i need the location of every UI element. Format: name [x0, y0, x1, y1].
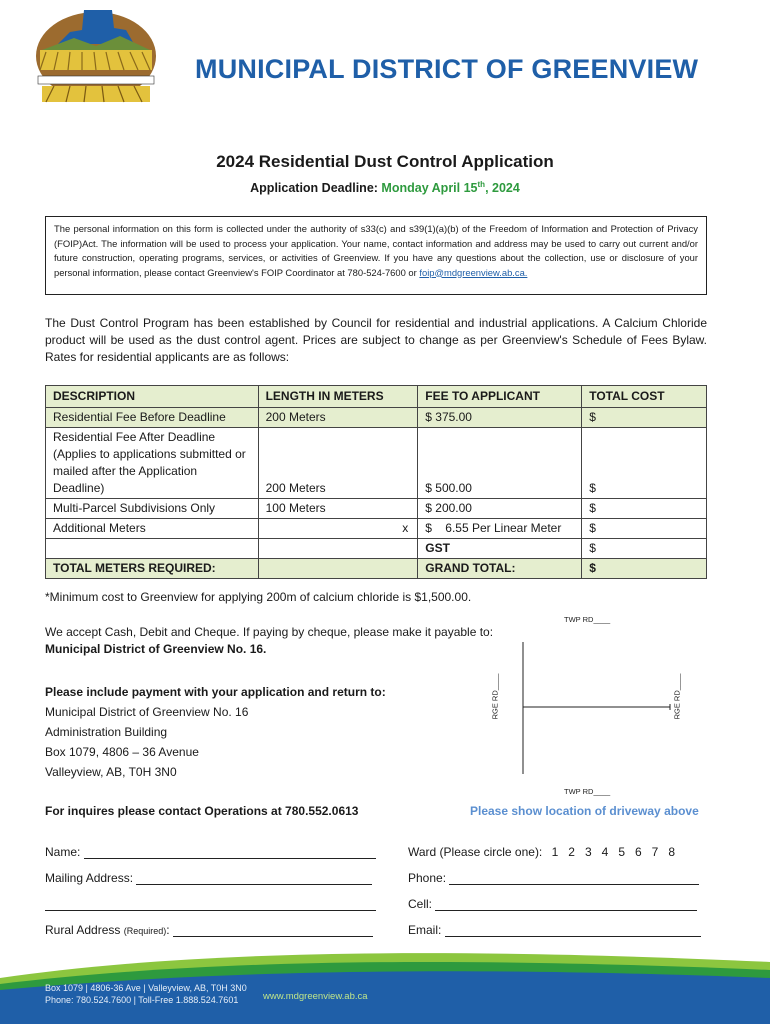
rural-address-field[interactable]	[45, 923, 373, 937]
name-label: Name:	[45, 845, 81, 859]
cell-input-line[interactable]	[435, 899, 697, 911]
gst-label: GST	[418, 539, 582, 559]
row-total-field[interactable]: $	[582, 408, 707, 428]
payment-info	[45, 624, 525, 658]
payment-methods: We accept Cash, Debit and Cheque. If paying by cheque, please make it payable to:	[45, 625, 494, 639]
total-meters-label: TOTAL METERS REQUIRED:	[46, 559, 259, 579]
privacy-text: The personal information on this form is collected under the authority of s33(c) and s39(1)(a)(b) of the Freedom of Information and Protection of Privacy (FOIP)Act. The information will be used to process your application. Your name, contact information and address may be used to carry out current and/or future construction, operating programs, services, or activities of Greenview. If you have any questions about the collection, use or disclosure of your personal information, please contact Greenview's FOIP Coordinator at 780-524-7600 or	[54, 223, 698, 278]
ward-field[interactable]	[408, 845, 675, 859]
program-intro: The Dust Control Program has been established by Council for residential and industrial applications. A Calcium Chloride product will be used as the dust control agent. Prices are subject to change as per Greenview's Schedule of Fees Bylaw. Rates for residential applicants are as follows:	[45, 316, 707, 364]
header-length: LENGTH IN METERS	[258, 386, 418, 408]
mailing-address-input-line[interactable]	[136, 873, 372, 885]
gst-total-field[interactable]: $	[582, 539, 707, 559]
address-line: Administration Building	[45, 725, 168, 739]
row-description: Residential Fee After Deadline (Applies to applications submitted or mailed after the Application Deadline)	[46, 428, 259, 499]
return-heading: Please include payment with your application and return to:	[45, 685, 386, 699]
return-address	[45, 682, 386, 782]
row-description: Residential Fee Before Deadline	[46, 408, 259, 428]
table-row	[46, 519, 707, 539]
row-fee: $ 500.00	[418, 428, 582, 499]
row-total-field[interactable]: $	[582, 499, 707, 519]
header-fee: FEE TO APPLICANT	[418, 386, 582, 408]
row-total-field[interactable]: $	[582, 519, 707, 539]
rge-road-left-label: RGE RD____	[490, 673, 500, 720]
fee-table-header	[46, 386, 707, 408]
row-description: Additional Meters	[46, 519, 259, 539]
mailing-address-input-line-2[interactable]	[45, 899, 376, 911]
form-title: 2024 Residential Dust Control Application	[216, 152, 554, 171]
row-length: 100 Meters	[258, 499, 418, 519]
payee-name: Municipal District of Greenview No. 16.	[45, 642, 267, 656]
address-line: Municipal District of Greenview No. 16	[45, 705, 249, 719]
rural-address-label: Rural Address	[45, 923, 121, 937]
ward-options[interactable]: 1 2 3 4 5 6 7 8	[551, 845, 676, 859]
grand-total-field[interactable]: $	[582, 559, 707, 579]
rge-road-right-label: RGE RD____	[672, 673, 682, 720]
row-description: Multi-Parcel Subdivisions Only	[46, 499, 259, 519]
minimum-cost-note: *Minimum cost to Greenview for applying 200m of calcium chloride is $1,500.00.	[45, 590, 472, 604]
row-fee: $ 375.00	[418, 408, 582, 428]
table-row	[46, 408, 707, 428]
rural-colon: :	[166, 923, 170, 937]
multiply-mark: x	[402, 521, 409, 535]
name-input-line[interactable]	[84, 847, 376, 859]
foip-email-link[interactable]: foip@mdgreenview.ab.ca.	[419, 266, 528, 278]
twp-road-top-label: TWP RD____	[564, 615, 611, 624]
footer-address: Box 1079 | 4806-36 Ave | Valleyview, AB, T0H 3N0	[45, 983, 247, 993]
phone-field[interactable]	[408, 871, 699, 885]
rural-required-note: (Required)	[123, 926, 167, 936]
deadline-label: Application Deadline:	[250, 181, 378, 196]
mailing-address-field[interactable]	[45, 871, 372, 885]
additional-meters-field[interactable]	[258, 519, 418, 539]
address-line: Valleyview, AB, T0H 3N0	[45, 765, 177, 779]
deadline-date: Monday April 15th, 2024	[381, 180, 520, 196]
table-row	[46, 559, 707, 579]
table-row	[46, 499, 707, 519]
table-row	[46, 539, 707, 559]
address-line: Box 1079, 4806 – 36 Avenue	[45, 745, 199, 759]
rural-address-input-line[interactable]	[173, 925, 373, 937]
row-total-field[interactable]: $	[582, 428, 707, 499]
email-field[interactable]	[408, 923, 701, 937]
row-length: 200 Meters	[258, 408, 418, 428]
row-length	[258, 539, 418, 559]
driveway-map[interactable]	[490, 612, 705, 802]
grand-total-label: GRAND TOTAL:	[418, 559, 582, 579]
header-description: DESCRIPTION	[46, 386, 259, 408]
email-label: Email:	[408, 923, 442, 937]
greenview-logo	[34, 10, 158, 106]
table-row	[46, 428, 707, 499]
row-description	[46, 539, 259, 559]
mailing-address-label: Mailing Address:	[45, 871, 134, 885]
footer-phone: Phone: 780.524.7600 | Toll-Free 1.888.524.7601	[45, 995, 239, 1005]
phone-label: Phone:	[408, 871, 447, 885]
row-length: 200 Meters	[258, 428, 418, 499]
footer-contact	[45, 982, 247, 1006]
inquiries-contact: For inquires please contact Operations at 780.552.0613	[45, 804, 359, 818]
cell-field[interactable]	[408, 897, 697, 911]
privacy-notice	[45, 216, 707, 295]
application-deadline	[0, 180, 770, 195]
row-fee: $ 6.55 Per Linear Meter	[418, 519, 582, 539]
driveway-note: Please show location of driveway above	[470, 804, 699, 818]
twp-road-bottom-label: TWP RD____	[564, 787, 611, 796]
email-input-line[interactable]	[445, 925, 701, 937]
name-field[interactable]	[45, 845, 376, 859]
header-total: TOTAL COST	[582, 386, 707, 408]
total-meters-field[interactable]	[258, 559, 418, 579]
phone-input-line[interactable]	[449, 873, 699, 885]
ward-label: Ward (Please circle one):	[408, 845, 543, 859]
organization-title: MUNICIPAL DISTRICT OF GREENVIEW	[195, 54, 699, 84]
footer-website-link[interactable]: www.mdgreenview.ab.ca	[263, 991, 368, 1002]
mailing-address-line-2[interactable]	[45, 897, 376, 911]
row-fee: $ 200.00	[418, 499, 582, 519]
fee-table	[45, 385, 707, 579]
cell-label: Cell:	[408, 897, 433, 911]
